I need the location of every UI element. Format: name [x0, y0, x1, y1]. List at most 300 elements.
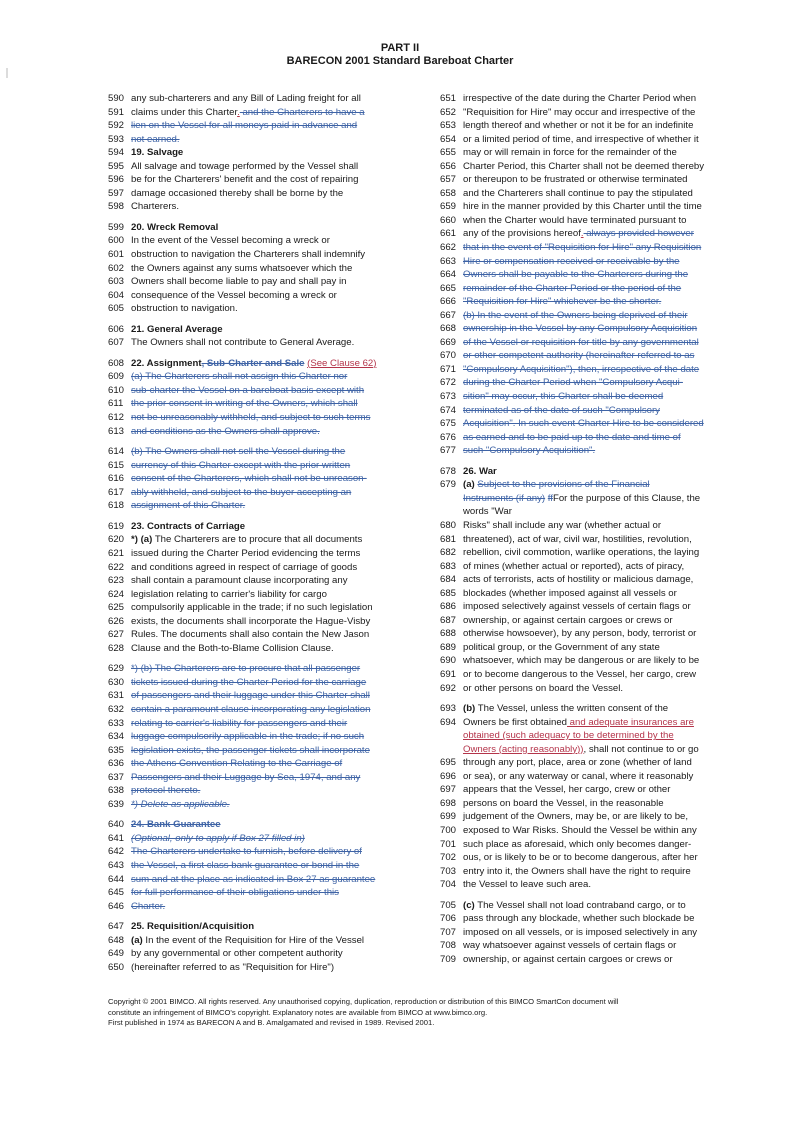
line-number: 664	[440, 269, 457, 281]
line-text	[463, 309, 688, 323]
text-line	[108, 411, 408, 425]
paragraph-gap	[108, 316, 408, 323]
deleted-text: or other competent authority (hereinafter referred to as	[463, 350, 695, 362]
line-number: 683	[440, 560, 457, 572]
clause-heading: (a)	[131, 934, 143, 946]
clause-heading: *) (a)	[131, 534, 153, 546]
line-number: 611	[108, 398, 124, 410]
line-number: 621	[108, 547, 125, 559]
line-number: 606	[108, 323, 125, 335]
text-line	[108, 886, 408, 900]
text-line	[108, 900, 408, 914]
text-line	[440, 716, 740, 730]
inserted-text: .	[237, 106, 240, 118]
line-text	[463, 810, 688, 824]
line-number: 701	[440, 838, 457, 850]
text-segment: otherwise howsoever), by any person, body, terrorist or	[463, 628, 697, 640]
text-segment: by any governmental or other competent authority	[131, 948, 343, 960]
text-line	[440, 519, 740, 533]
text-line	[440, 417, 740, 431]
text-line	[108, 818, 408, 832]
text-line	[108, 859, 408, 873]
line-number: 598	[108, 201, 125, 213]
line-number	[440, 492, 463, 506]
line-text	[131, 275, 346, 289]
line-number: 632	[108, 703, 125, 715]
line-text	[463, 600, 691, 614]
line-text	[131, 757, 342, 771]
line-number: 702	[440, 852, 457, 864]
text-segment: ownership, or against certain cargoes or crews or	[463, 953, 673, 965]
text-line	[440, 560, 740, 574]
text-segment: Owners shall become liable to pay and shall pay in	[131, 276, 347, 288]
text-segment: persons on board the Vessel, in the reasonable	[463, 797, 664, 809]
text-line	[108, 187, 408, 201]
line-text	[131, 234, 330, 248]
text-segment: exposed to War Risks. Should the Vessel be within any	[463, 824, 697, 836]
line-number: 607	[108, 337, 125, 349]
line-number: 688	[440, 628, 457, 640]
line-number: 639	[108, 798, 125, 810]
line-text	[131, 642, 334, 656]
line-text	[131, 221, 218, 235]
text-line	[440, 533, 740, 547]
text-segment: or a limited period of time, and irrespective of whether it	[463, 133, 699, 145]
text-segment: exists, the documents shall incorporate the Hague-Visby	[131, 615, 371, 627]
line-text	[131, 445, 345, 459]
text-segment: Charter Period, this Charter shall not be deemed thereby	[463, 160, 705, 172]
line-text	[131, 302, 238, 316]
deleted-text: (b) The Owners shall not sell the Vessel during the	[131, 446, 346, 458]
text-segment: Clause and the Both-to-Blame Collision Clause.	[131, 642, 334, 654]
line-number: 643	[108, 859, 125, 871]
text-segment: Rules. The documents shall also contain the New Jason	[131, 629, 370, 641]
deleted-text: of passengers and their luggage under this Charter shall	[131, 690, 370, 702]
deleted-text: "Requisition for Hire" whichever be the shorter.	[463, 296, 662, 308]
line-number: 704	[440, 879, 457, 891]
line-number: 674	[440, 404, 457, 416]
text-segment: be for the Charterers' benefit and the cost of repairing	[131, 174, 359, 186]
line-number: 698	[440, 797, 457, 809]
line-text	[463, 146, 677, 160]
text-line	[440, 322, 740, 336]
line-text	[131, 744, 370, 758]
line-text	[131, 689, 370, 703]
line-number: 663	[440, 255, 457, 267]
paragraph-gap	[440, 458, 740, 465]
text-line	[440, 173, 740, 187]
line-number: 695	[440, 757, 457, 769]
text-segment: through any port, place, area or zone (whether of land	[463, 757, 692, 769]
line-number: 687	[440, 614, 457, 626]
line-text	[463, 770, 693, 784]
text-line	[108, 425, 408, 439]
text-line	[108, 289, 408, 303]
line-text	[131, 323, 223, 337]
text-line	[108, 520, 408, 534]
line-text	[131, 845, 362, 859]
text-line	[440, 743, 740, 757]
line-text	[463, 200, 702, 214]
clause-heading: 20. Wreck Removal	[131, 221, 219, 233]
footer-line-1: Copyright © 2001 BIMCO. All rights reserved. Any unauthorised copying, duplication, reproduction or distribution of this BIMCO SmartCon document will	[108, 997, 619, 1006]
line-number: 675	[440, 418, 457, 430]
text-line	[440, 682, 740, 696]
line-text	[463, 106, 695, 120]
line-text	[131, 900, 165, 914]
text-line	[108, 832, 408, 846]
line-text	[463, 444, 595, 458]
text-segment: of mines (whether actual or reported), acts of piracy,	[463, 560, 685, 572]
text-line	[108, 947, 408, 961]
text-segment: political group, or the Government of any state	[463, 641, 660, 653]
line-text	[463, 560, 684, 574]
text-line	[440, 214, 740, 228]
line-number: 673	[440, 391, 457, 403]
text-line	[440, 926, 740, 940]
text-line	[108, 357, 408, 371]
text-segment: consequence of the Vessel becoming a wreck or	[131, 289, 337, 301]
line-number: 692	[440, 682, 457, 694]
line-number: 661	[440, 228, 457, 240]
deleted-text: , Sub-Charter and Sale	[201, 357, 305, 369]
text-line	[440, 282, 740, 296]
line-number: 658	[440, 187, 457, 199]
line-text	[463, 587, 677, 601]
text-line	[440, 865, 740, 879]
line-text	[131, 662, 360, 676]
text-line	[440, 160, 740, 174]
text-line	[108, 119, 408, 133]
line-text	[463, 160, 704, 174]
deleted-text: remainder of the Charter Period or the period of the	[463, 282, 682, 294]
text-line	[108, 628, 408, 642]
deleted-text: Instruments (if any)	[463, 492, 546, 504]
line-number: 620	[108, 534, 125, 546]
inserted-text: and adequate insurances are	[567, 716, 694, 728]
line-text	[131, 798, 230, 812]
line-text	[131, 160, 358, 174]
text-segment: appears that the Vessel, her cargo, crew or other	[463, 784, 671, 796]
deleted-text: Acquisition". In such event Charter Hire to be considered	[463, 418, 704, 430]
clause-heading: 25. Requisition/Acquisition	[131, 921, 255, 933]
text-segment: ous, or is likely to be or to become dangerous, after her	[463, 852, 698, 864]
deleted-text: sum and at the place as indicated in Box 27 as guarantee	[131, 873, 376, 885]
text-line	[108, 771, 408, 785]
paragraph-gap	[440, 695, 740, 702]
line-number: 657	[440, 174, 457, 186]
line-text	[463, 743, 699, 757]
text-line	[440, 349, 740, 363]
deleted-text: relating to carrier's liability for passengers and their	[131, 717, 348, 729]
line-text	[131, 133, 180, 147]
line-number: 630	[108, 676, 125, 688]
text-segment: entry into it, the Owners shall have the right to require	[463, 865, 691, 877]
text-line	[440, 119, 740, 133]
line-text	[131, 248, 365, 262]
deleted-text: currency of this Charter except with the prior written	[131, 459, 351, 471]
text-segment: obstruction to navigation the Charterers shall indemnify	[131, 249, 366, 261]
line-number: 648	[108, 934, 125, 946]
text-segment: rebellion, civil commotion, warlike operations, the laying	[463, 547, 700, 559]
text-line	[440, 899, 740, 913]
deleted-text: ownership in the Vessel by any Compulsory Acquisition	[463, 323, 698, 335]
line-text	[463, 865, 691, 879]
line-text	[131, 397, 358, 411]
line-text	[463, 926, 697, 940]
text-line	[440, 268, 740, 282]
line-number: 593	[108, 133, 125, 145]
line-number: 641	[108, 832, 125, 844]
line-text	[131, 533, 362, 547]
text-line	[108, 173, 408, 187]
line-number: 708	[440, 940, 457, 952]
text-line	[440, 465, 740, 479]
deleted-text: (a) The Charterers shall not assign this Charter nor	[131, 371, 348, 383]
line-text	[131, 472, 367, 486]
deleted-text: legislation exists, the passenger tickets shall incorporate	[131, 744, 370, 756]
line-number: 612	[108, 412, 125, 424]
left-column	[108, 92, 408, 974]
text-segment: any of the provisions hereof	[463, 228, 581, 240]
text-segment: whatsoever, which may be dangerous or are likely to be	[463, 655, 700, 667]
deleted-text: *) Delete as applicable.	[131, 798, 230, 810]
paragraph-gap	[108, 655, 408, 662]
text-line	[440, 912, 740, 926]
text-segment: or sea), or any waterway or canal, where it reasonably	[463, 770, 694, 782]
text-line	[108, 486, 408, 500]
text-line	[440, 654, 740, 668]
text-segment: , shall not continue to or go	[583, 743, 699, 755]
line-text	[131, 601, 373, 615]
line-text	[131, 187, 343, 201]
deleted-text: ably withheld, and subject to the buyer accepting an	[131, 486, 352, 498]
line-text	[131, 574, 348, 588]
line-number: 685	[440, 587, 457, 599]
line-text	[463, 295, 661, 309]
line-number: 696	[440, 770, 457, 782]
text-segment: The Charterers are to procure that all documents	[152, 534, 363, 546]
text-line	[440, 810, 740, 824]
deleted-text: not be unreasonably withheld, and subject to such terms	[131, 412, 371, 424]
line-text	[131, 411, 370, 425]
line-number: 676	[440, 431, 457, 443]
line-text	[463, 654, 699, 668]
text-line	[440, 241, 740, 255]
deleted-text: luggage compulsorily applicable in the trade; if no such	[131, 731, 365, 743]
line-number: 678	[440, 465, 457, 477]
text-line	[440, 146, 740, 160]
line-text	[131, 262, 352, 276]
line-text	[463, 716, 694, 730]
text-segment: For the purpose of this Clause, the	[552, 492, 701, 504]
text-line	[108, 730, 408, 744]
text-line	[440, 783, 740, 797]
deleted-text: *) (b) The Charterers are to procure that all passenger	[131, 663, 361, 675]
line-number: 599	[108, 221, 125, 233]
text-segment: In the event of the Requisition for Hire of the Vessel	[142, 934, 365, 946]
line-number: 625	[108, 602, 125, 614]
line-text	[463, 241, 701, 255]
text-line	[108, 547, 408, 561]
line-text	[463, 614, 673, 628]
line-text	[131, 146, 183, 160]
text-line	[440, 939, 740, 953]
line-text	[463, 851, 698, 865]
deleted-text: sub-charter the Vessel on a bareboat basis except with	[131, 384, 365, 396]
clause-heading: (b)	[463, 703, 476, 715]
line-number: 629	[108, 663, 125, 675]
text-line	[440, 336, 740, 350]
deleted-text: Passengers and their Luggage by Sea, 1974, and any	[131, 771, 361, 783]
line-number: 655	[440, 147, 457, 159]
text-line	[440, 505, 740, 519]
line-text	[131, 730, 364, 744]
inserted-text: obtained (such adequacy to be determined by the	[463, 730, 674, 742]
line-text	[131, 106, 365, 120]
text-segment: or thereupon to be frustrated or otherwise terminated	[463, 174, 688, 186]
line-number: 628	[108, 642, 125, 654]
line-text	[131, 520, 245, 534]
text-line	[108, 92, 408, 106]
deleted-text: (b) In the event of the Owners being deprived of their	[463, 309, 688, 321]
clause-heading: (c)	[463, 899, 475, 911]
text-line	[440, 546, 740, 560]
text-line	[440, 627, 740, 641]
line-text	[463, 431, 681, 445]
line-text	[131, 588, 327, 602]
deleted-text: contain a paramount clause incorporating any legislation	[131, 703, 371, 715]
line-number: 686	[440, 601, 457, 613]
line-number: 709	[440, 953, 457, 965]
text-line	[108, 499, 408, 513]
text-segment: length thereof and whether or not it be for an indefinite	[463, 120, 694, 132]
line-text	[131, 818, 221, 832]
line-text	[463, 641, 660, 655]
line-text	[463, 756, 692, 770]
text-segment: All salvage and towage performed by the Vessel shall	[131, 160, 359, 172]
deleted-text: tickets issued during the Charter Period for the carriage	[131, 676, 367, 688]
text-line	[108, 615, 408, 629]
text-segment: issued during the Charter Period evidencing the terms	[131, 547, 361, 559]
text-line	[108, 459, 408, 473]
text-segment: or to become dangerous to the Vessel, her cargo, crew	[463, 668, 697, 680]
line-text	[463, 533, 692, 547]
line-text	[463, 953, 673, 967]
text-segment: ownership, or against certain cargoes or crews or	[463, 614, 673, 626]
line-number: 610	[108, 384, 125, 396]
line-number: 592	[108, 120, 125, 132]
paragraph-gap	[108, 350, 408, 357]
text-segment: imposed selectively against vessels of certain flags or	[463, 601, 691, 613]
clause-heading: 23. Contracts of Carriage	[131, 520, 246, 532]
text-line	[440, 614, 740, 628]
line-text	[463, 173, 688, 187]
deleted-text: not earned.	[131, 133, 180, 145]
line-text	[131, 459, 350, 473]
line-text	[131, 200, 179, 214]
text-line	[440, 390, 740, 404]
line-text	[463, 282, 681, 296]
line-text	[131, 547, 360, 561]
line-text	[131, 920, 254, 934]
text-line	[108, 160, 408, 174]
deleted-text: such "Compulsory Acquisition".	[463, 445, 596, 457]
deleted-text: Charter.	[131, 900, 166, 912]
deleted-text: consent of the Charterers, which shall not be unreason-	[131, 473, 367, 485]
line-number: 652	[440, 106, 457, 118]
text-segment: blockades (whether imposed against all vessels or	[463, 587, 677, 599]
paragraph-gap	[108, 913, 408, 920]
text-line	[108, 588, 408, 602]
line-text	[131, 119, 357, 133]
text-line	[440, 851, 740, 865]
text-line	[108, 234, 408, 248]
copyright-footer	[108, 997, 748, 1029]
text-line	[108, 676, 408, 690]
line-text	[131, 859, 359, 873]
text-line	[440, 444, 740, 458]
text-segment: obstruction to navigation.	[131, 303, 238, 315]
line-number: 590	[108, 93, 125, 104]
text-line	[108, 934, 408, 948]
line-text	[131, 336, 354, 350]
line-text	[131, 92, 361, 106]
text-line	[108, 601, 408, 615]
text-line	[108, 961, 408, 975]
line-text	[131, 357, 376, 371]
text-segment: or other persons on board the Vessel.	[463, 682, 623, 694]
line-text	[463, 573, 693, 587]
line-text	[131, 384, 364, 398]
line-number: 634	[108, 731, 125, 743]
text-line	[440, 363, 740, 377]
line-number: 671	[440, 363, 457, 375]
deleted-text: of the Vessel or requisition for title by any governmental	[463, 336, 699, 348]
text-line	[440, 600, 740, 614]
line-text	[463, 336, 699, 350]
line-text	[463, 627, 696, 641]
line-text	[463, 363, 699, 377]
text-line	[108, 336, 408, 350]
line-number: 646	[108, 900, 125, 912]
line-number: 596	[108, 174, 125, 186]
deleted-text: protocol thereto.	[131, 785, 201, 797]
deleted-text: 24. Bank Guarantee	[131, 819, 221, 831]
line-number: 677	[440, 445, 457, 457]
line-number: 647	[108, 921, 125, 933]
line-text	[131, 703, 370, 717]
text-line	[108, 221, 408, 235]
text-segment: The Vessel, unless the written consent of the	[475, 703, 669, 715]
line-number: 700	[440, 824, 457, 836]
text-segment: when the Charter would have terminated pursuant to	[463, 214, 687, 226]
line-number: 654	[440, 133, 457, 145]
line-number: 613	[108, 425, 125, 437]
line-number: 637	[108, 771, 125, 783]
line-number: 689	[440, 641, 457, 653]
text-segment: Owners be first obtained	[463, 716, 567, 728]
line-text	[131, 934, 364, 948]
line-number: 659	[440, 201, 457, 213]
line-number	[440, 505, 463, 519]
line-number: 626	[108, 615, 125, 627]
deleted-text: the prior consent in writing of the Owners, which shall	[131, 398, 358, 410]
text-line	[440, 770, 740, 784]
line-text	[463, 878, 591, 892]
text-segment: threatened), act of war, civil war, hostilities, revolution,	[463, 533, 692, 545]
line-text	[131, 486, 351, 500]
